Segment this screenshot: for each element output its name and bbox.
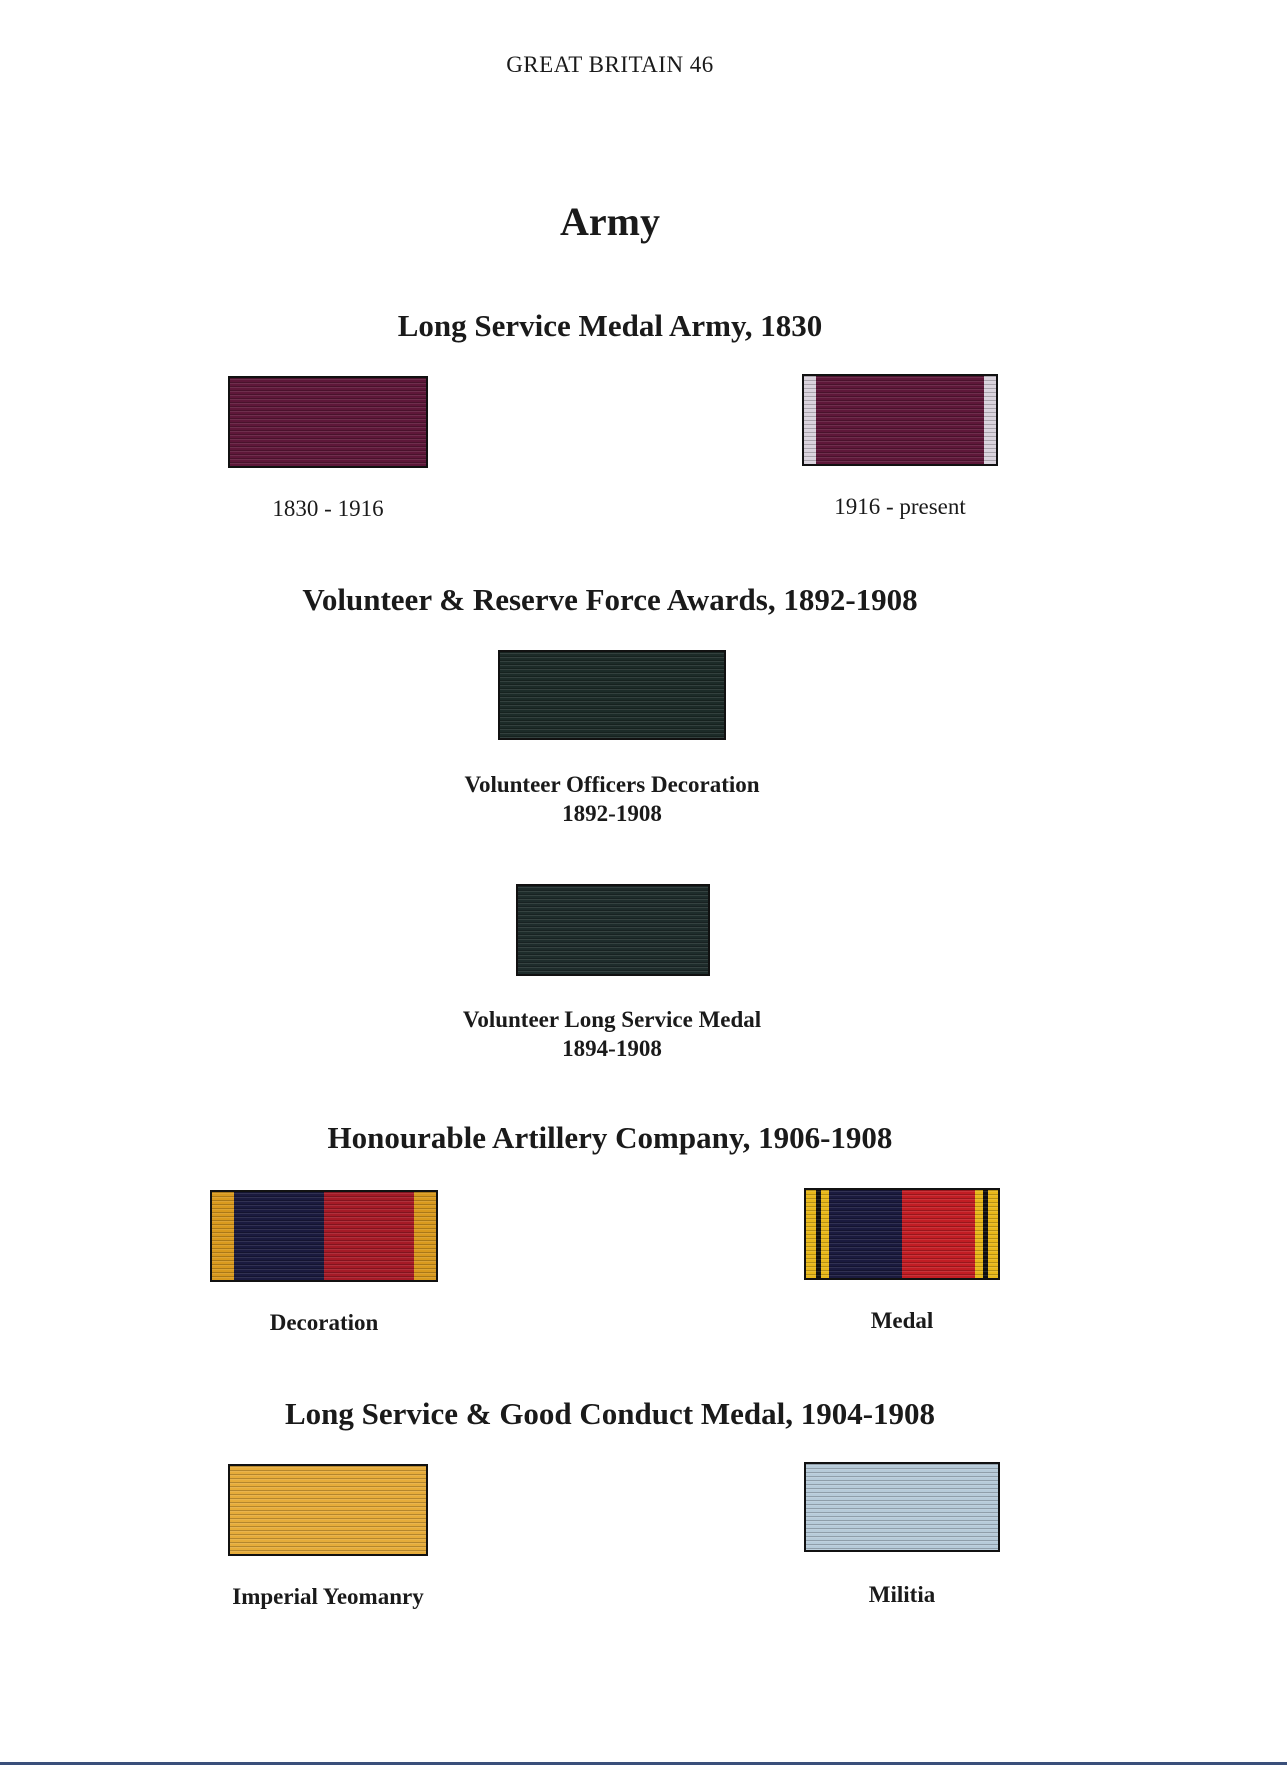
ribbon-hac-medal (804, 1188, 1000, 1280)
ribbon-stripes (806, 1190, 998, 1278)
ribbon-stripes (230, 1466, 426, 1554)
ribbon-caption: Militia (868, 1582, 936, 1607)
ribbon-lsm-1916-present (802, 374, 998, 466)
section-title-volunteer-reserve: Volunteer & Reserve Force Awards, 1892-1908 (302, 582, 918, 617)
ribbon-stripe (984, 376, 996, 464)
ribbon-caption: Decoration (269, 1310, 379, 1335)
ribbon-caption: 1916 - present (834, 494, 966, 519)
ribbon-stripes (518, 886, 708, 974)
ribbon-stripes (804, 376, 996, 464)
page-header: GREAT BRITAIN 46 (506, 52, 714, 77)
section-title-long-service-1830: Long Service Medal Army, 1830 (397, 308, 823, 343)
ribbon-stripes (230, 378, 426, 466)
ribbon-lsm-1830-1916 (228, 376, 428, 468)
ribbon-stripe (988, 1190, 998, 1278)
ribbon-stripes (500, 652, 724, 738)
ribbon-caption (362, 770, 862, 828)
ribbon-stripe (230, 378, 426, 466)
caption-line: 1894-1908 (562, 1036, 662, 1061)
ribbon-stripe (821, 1190, 829, 1278)
ribbon-stripe (902, 1190, 975, 1278)
ribbon-stripes (212, 1192, 436, 1280)
ribbon-stripe (975, 1190, 983, 1278)
ribbon-stripe (816, 376, 985, 464)
ribbon-militia (804, 1462, 1000, 1552)
ribbon-stripe (212, 1192, 234, 1280)
ribbon-volunteer-officers-decoration (498, 650, 726, 740)
ribbon-stripe (324, 1192, 414, 1280)
page-title: Army (560, 199, 660, 244)
ribbon-stripe (230, 1466, 426, 1554)
ribbon-stripe (518, 886, 708, 974)
ribbon-stripe (804, 376, 816, 464)
ribbon-stripes (806, 1464, 998, 1550)
ribbon-caption: Imperial Yeomanry (232, 1584, 424, 1609)
ribbon-imperial-yeomanry (228, 1464, 428, 1556)
ribbon-caption: Medal (870, 1308, 934, 1333)
ribbon-stripe (234, 1192, 324, 1280)
section-title-honourable-artillery: Honourable Artillery Company, 1906-1908 (327, 1120, 893, 1155)
bottom-rule (0, 1762, 1287, 1765)
ribbon-stripe (806, 1190, 816, 1278)
section-title-long-service-good-conduct: Long Service & Good Conduct Medal, 1904-1908 (284, 1396, 936, 1431)
ribbon-volunteer-long-service-medal (516, 884, 710, 976)
ribbon-stripe (414, 1192, 436, 1280)
ribbon-stripe (829, 1190, 902, 1278)
ribbon-stripe (806, 1464, 998, 1550)
ribbon-stripe (500, 652, 724, 738)
ribbon-caption: 1830 - 1916 (272, 496, 384, 521)
caption-line: 1892-1908 (562, 801, 662, 826)
caption-line: Volunteer Long Service Medal (462, 1007, 762, 1032)
ribbon-caption (362, 1005, 862, 1063)
ribbon-hac-decoration (210, 1190, 438, 1282)
caption-line: Volunteer Officers Decoration (464, 772, 760, 797)
